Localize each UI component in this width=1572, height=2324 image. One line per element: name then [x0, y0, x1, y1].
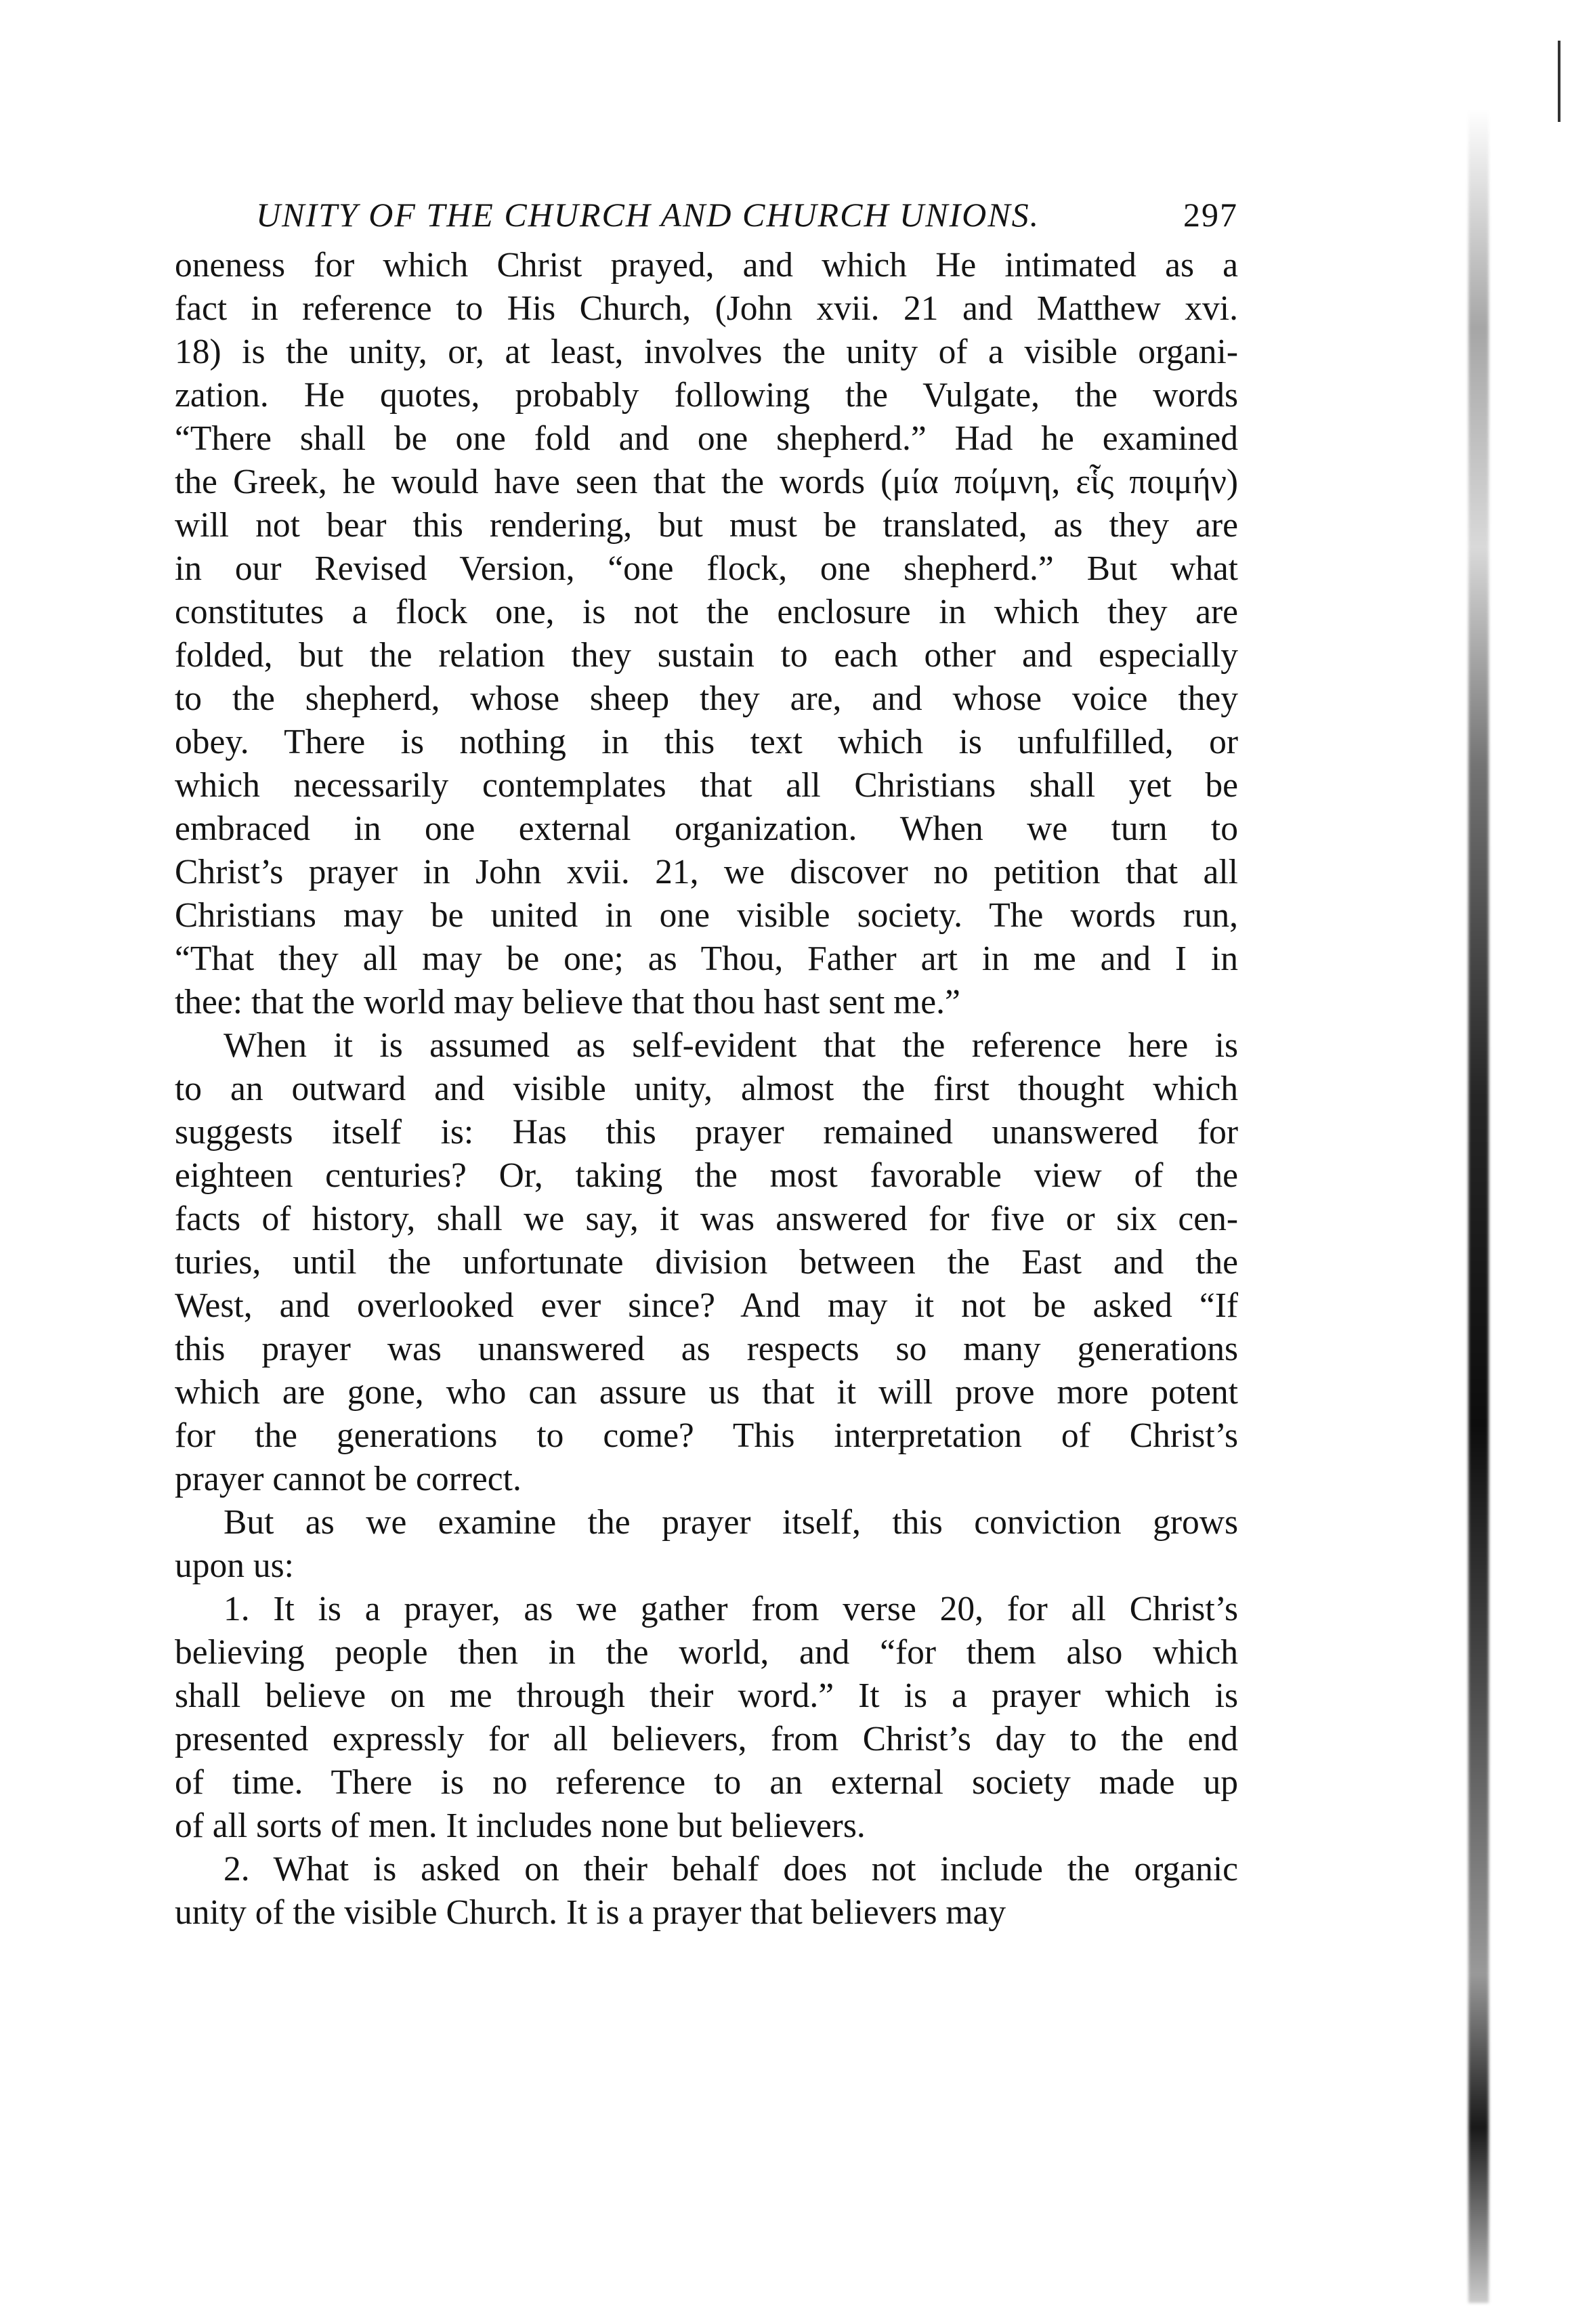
text-line: zation. He quotes, probably following the Vulgate, the words: [175, 376, 1238, 415]
page-number: 297: [1183, 196, 1238, 234]
scan-edge-mark: [1558, 41, 1560, 122]
body-text: [175, 244, 1238, 2249]
text-line: prayer cannot be correct.: [175, 1460, 522, 1498]
text-line: Christians may be united in one visible society. The words run,: [175, 896, 1238, 935]
text-line: the Greek, he would have seen that the words (μία ποίμνη, εἷς ποιμήν): [175, 463, 1238, 501]
text-line: “There shall be one fold and one shepherd.” Had he examined: [175, 419, 1238, 458]
text-line: When it is assumed as self-evident that the reference here is: [224, 1026, 1238, 1065]
text-line: oneness for which Christ prayed, and which He intimated as a: [175, 246, 1238, 284]
text-line: to the shepherd, whose sheep they are, and whose voice they: [175, 679, 1238, 718]
text-line: embraced in one external organization. When we turn to: [175, 809, 1238, 848]
paragraph: [175, 1848, 1238, 1935]
text-line: 2. What is asked on their behalf does not include the organic: [224, 1850, 1238, 1888]
text-line: 18) is the unity, or, at least, involves the unity of a visible organi-: [175, 333, 1238, 371]
running-head: [256, 191, 1238, 238]
paragraph: [175, 1588, 1238, 1848]
text-line: of all sorts of men. It includes none but believers.: [175, 1807, 866, 1845]
text-line: eighteen centuries? Or, taking the most favorable view of the: [175, 1156, 1238, 1195]
text-line: which necessarily contemplates that all Christians shall yet be: [175, 766, 1238, 805]
text-line: turies, until the unfortunate division between the East and the: [175, 1243, 1238, 1282]
text-line: to an outward and visible unity, almost the first thought which: [175, 1070, 1238, 1108]
text-line: folded, but the relation they sustain to each other and especially: [175, 636, 1238, 675]
text-line: upon us:: [175, 1546, 294, 1585]
text-line: suggests itself is: Has this prayer remained unanswered for: [175, 1113, 1238, 1152]
text-line: West, and overlooked ever since? And may it not be asked “If: [175, 1286, 1238, 1325]
text-line: obey. There is nothing in this text which is unfulfilled, or: [175, 723, 1238, 761]
text-line: presented expressly for all believers, from Christ’s day to the end: [175, 1720, 1238, 1758]
text-line: will not bear this rendering, but must be translated, as they are: [175, 506, 1238, 545]
text-line: Christ’s prayer in John xvii. 21, we discover no petition that all: [175, 853, 1238, 891]
text-line: believing people then in the world, and “for them also which: [175, 1633, 1238, 1672]
text-line: in our Revised Version, “one flock, one shepherd.” But what: [175, 549, 1238, 588]
text-line: thee: that the world may believe that thou hast sent me.”: [175, 983, 960, 1021]
paragraph: [175, 1024, 1238, 1501]
text-line: this prayer was unanswered as respects so many generations: [175, 1330, 1238, 1368]
text-line: “That they all may be one; as Thou, Father art in me and I in: [175, 939, 1238, 978]
text-line: which are gone, who can assure us that it will prove more potent: [175, 1373, 1238, 1412]
text-line: fact in reference to His Church, (John xvii. 21 and Matthew xvi.: [175, 289, 1238, 328]
text-line: unity of the visible Church. It is a prayer that believers may: [175, 1893, 1006, 1932]
text-line: of time. There is no reference to an external society made up: [175, 1763, 1238, 1802]
text-line: But as we examine the prayer itself, this conviction grows: [224, 1503, 1238, 1542]
paragraph: [175, 1501, 1238, 1588]
text-line: facts of history, shall we say, it was answered for five or six cen-: [175, 1200, 1238, 1238]
text-line: 1. It is a prayer, as we gather from verse 20, for all Christ’s: [224, 1590, 1238, 1628]
text-line: for the generations to come? This interpretation of Christ’s: [175, 1416, 1238, 1455]
text-line: constitutes a flock one, is not the enclosure in which they are: [175, 593, 1238, 631]
paragraph: [175, 244, 1238, 1024]
running-title: UNITY OF THE CHURCH AND CHURCH UNIONS.: [256, 196, 1040, 234]
text-line: shall believe on me through their word.” It is a prayer which is: [175, 1676, 1238, 1715]
scan-edge-shadow: [1468, 108, 1489, 2303]
